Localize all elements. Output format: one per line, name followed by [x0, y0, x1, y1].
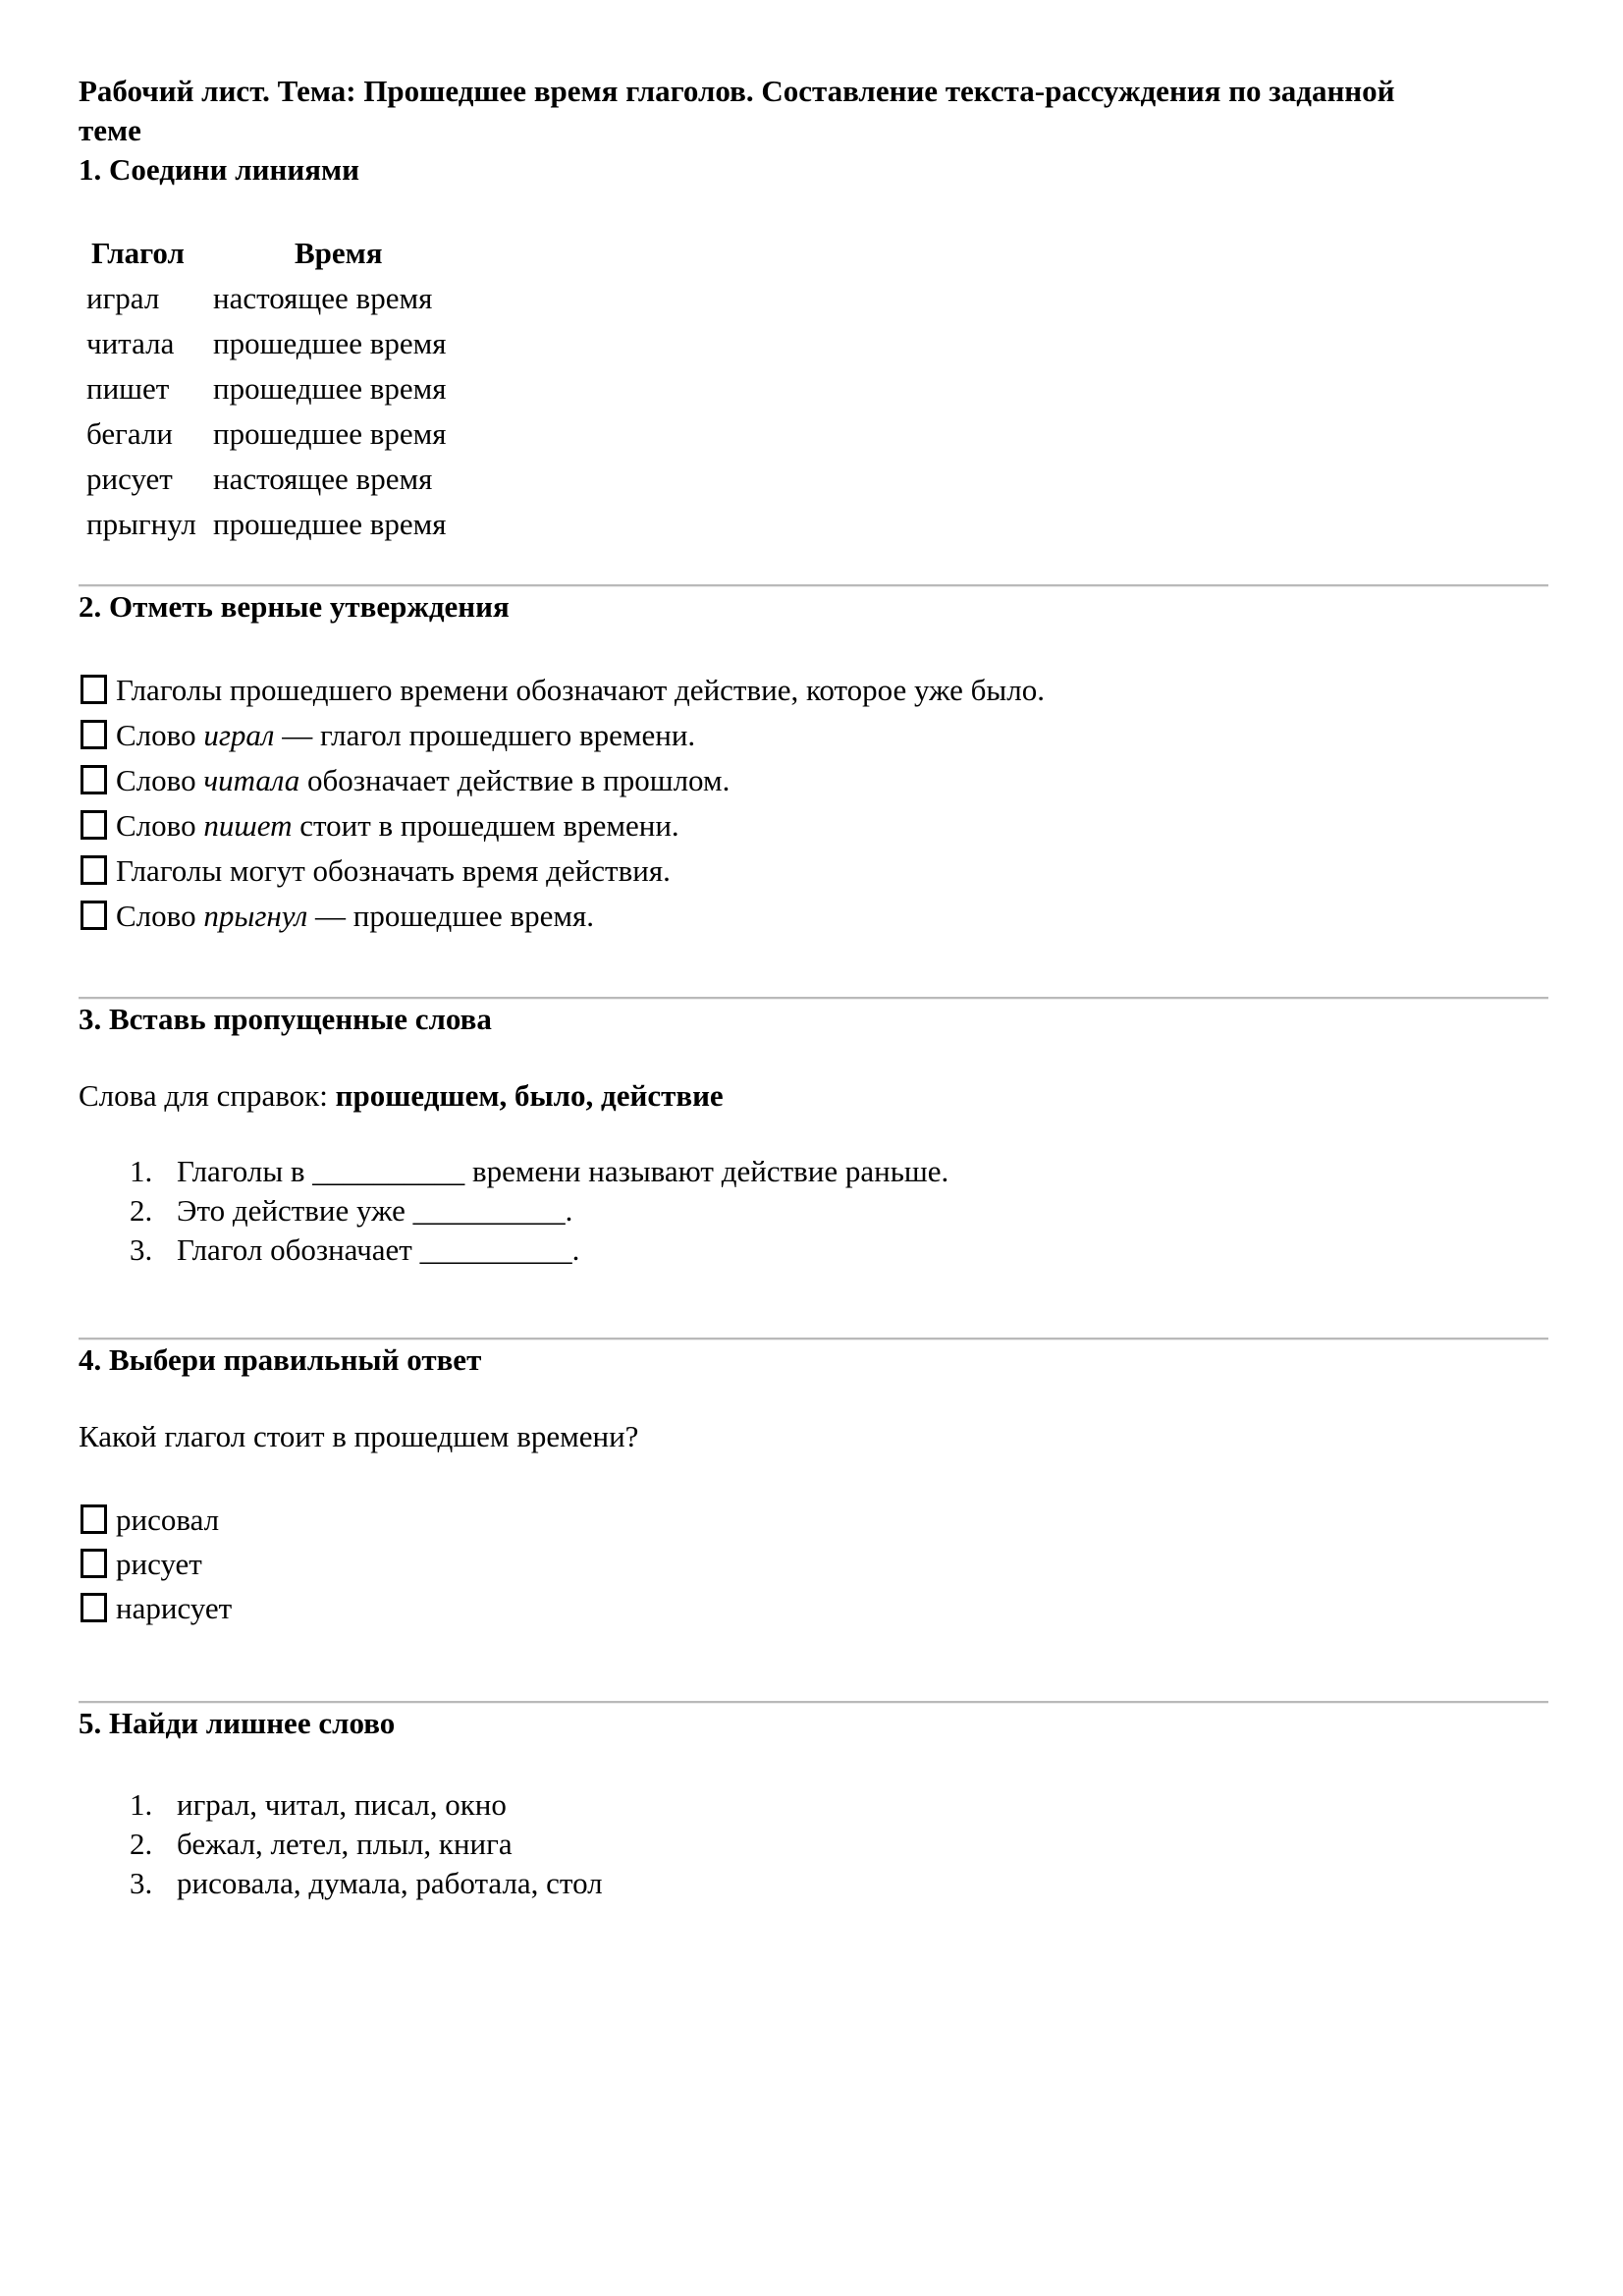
answer-option: [81, 1586, 1548, 1630]
list-item: [79, 1825, 1548, 1864]
statement-item: [81, 713, 1548, 758]
list-item-text: играл, читал, писал, окно: [177, 1787, 507, 1822]
table-cell-verb: рисует: [86, 462, 173, 496]
answer-option-text: нарисует: [116, 1591, 233, 1625]
list-item-number: 3.: [130, 1232, 153, 1267]
list-item: [79, 1785, 1548, 1825]
list-item-number: 3.: [130, 1866, 153, 1900]
statement-item: [81, 848, 1548, 894]
fill-in-list: [79, 1152, 1548, 1270]
list-item-text: Глаголы в __________ времени называют действие раньше.: [177, 1154, 949, 1188]
checkbox-icon[interactable]: [81, 901, 107, 930]
table-cell-time: настоящее время: [213, 462, 433, 496]
table-cell-verb: читала: [86, 326, 175, 360]
list-item-text: Это действие уже __________.: [177, 1193, 573, 1228]
answer-option: [81, 1498, 1548, 1542]
table-cell-time: прошедшее время: [213, 507, 447, 541]
hint-words: прошедшем, было, действие: [335, 1078, 724, 1113]
statement-item: [81, 894, 1548, 939]
answer-options-list: [79, 1498, 1548, 1630]
statement-text: Глаголы могут обозначать время действия.: [116, 853, 671, 888]
checkbox-icon[interactable]: [81, 720, 107, 749]
checkbox-icon[interactable]: [81, 765, 107, 794]
list-item: [79, 1152, 1548, 1191]
checkbox-icon[interactable]: [81, 855, 107, 885]
checkbox-icon[interactable]: [81, 1549, 107, 1578]
statement-text: Глаголы прошедшего времени обозначают действие, которое уже было.: [116, 673, 1045, 707]
statement-item: [81, 668, 1548, 713]
answer-option: [81, 1542, 1548, 1586]
list-item-number: 1.: [130, 1787, 153, 1822]
statement-text: Слово играл — глагол прошедшего времени.: [116, 718, 696, 752]
page-title-line2: теме: [79, 113, 141, 147]
list-item-number: 2.: [130, 1193, 153, 1228]
column-header-time: Время: [295, 236, 383, 270]
hint-line: [79, 1076, 1548, 1116]
table-cell-time: прошедшее время: [213, 416, 447, 451]
statement-text: Слово прыгнул — прошедшее время.: [116, 899, 594, 933]
list-item: [79, 1191, 1548, 1230]
section2-heading: 2. Отметь верные утверждения: [79, 589, 510, 624]
odd-word-list: [79, 1785, 1548, 1903]
section3-heading: 3. Вставь пропущенные слова: [79, 1002, 492, 1036]
table-cell-verb: играл: [86, 281, 160, 315]
list-item-text: рисовала, думала, работала, стол: [177, 1866, 603, 1900]
checkbox-icon[interactable]: [81, 675, 107, 704]
list-item: [79, 1230, 1548, 1270]
statement-text: Слово пишет стоит в прошедшем времени.: [116, 808, 679, 843]
table-cell-verb: прыгнул: [86, 507, 196, 541]
page-title-line1: Рабочий лист. Тема: Прошедшее время глаголов. Составление текста-рассуждения по заданной: [79, 74, 1395, 108]
table-cell-verb: пишет: [86, 371, 170, 406]
column-header-verb: Глагол: [91, 236, 185, 270]
statement-text: Слово читала обозначает действие в прошлом.: [116, 763, 730, 797]
list-item-text: Глагол обозначает __________.: [177, 1232, 580, 1267]
table-cell-time: прошедшее время: [213, 371, 447, 406]
section4-heading: 4. Выбери правильный ответ: [79, 1342, 482, 1377]
checkbox-icon[interactable]: [81, 810, 107, 840]
matching-table: [86, 231, 695, 547]
hint-label: Слова для справок:: [79, 1078, 336, 1113]
list-item-text: бежал, летел, плыл, книга: [177, 1827, 513, 1861]
table-cell-verb: бегали: [86, 416, 173, 451]
question-text: Какой глагол стоит в прошедшем времени?: [79, 1419, 639, 1453]
answer-option-text: рисует: [116, 1547, 202, 1581]
list-item: [79, 1864, 1548, 1903]
table-cell-time: прошедшее время: [213, 326, 447, 360]
answer-option-text: рисовал: [116, 1503, 220, 1537]
page-title: [79, 72, 1483, 150]
list-item-number: 1.: [130, 1154, 153, 1188]
list-item-number: 2.: [130, 1827, 153, 1861]
checkbox-icon[interactable]: [81, 1593, 107, 1622]
checkbox-icon[interactable]: [81, 1504, 107, 1534]
section5-heading: 5. Найди лишнее слово: [79, 1706, 396, 1740]
table-cell-time: настоящее время: [213, 281, 433, 315]
statement-item: [81, 758, 1548, 803]
statements-checkbox-list: [79, 668, 1548, 939]
statement-item: [81, 803, 1548, 848]
section1-heading: 1. Соедини линиями: [79, 152, 359, 187]
